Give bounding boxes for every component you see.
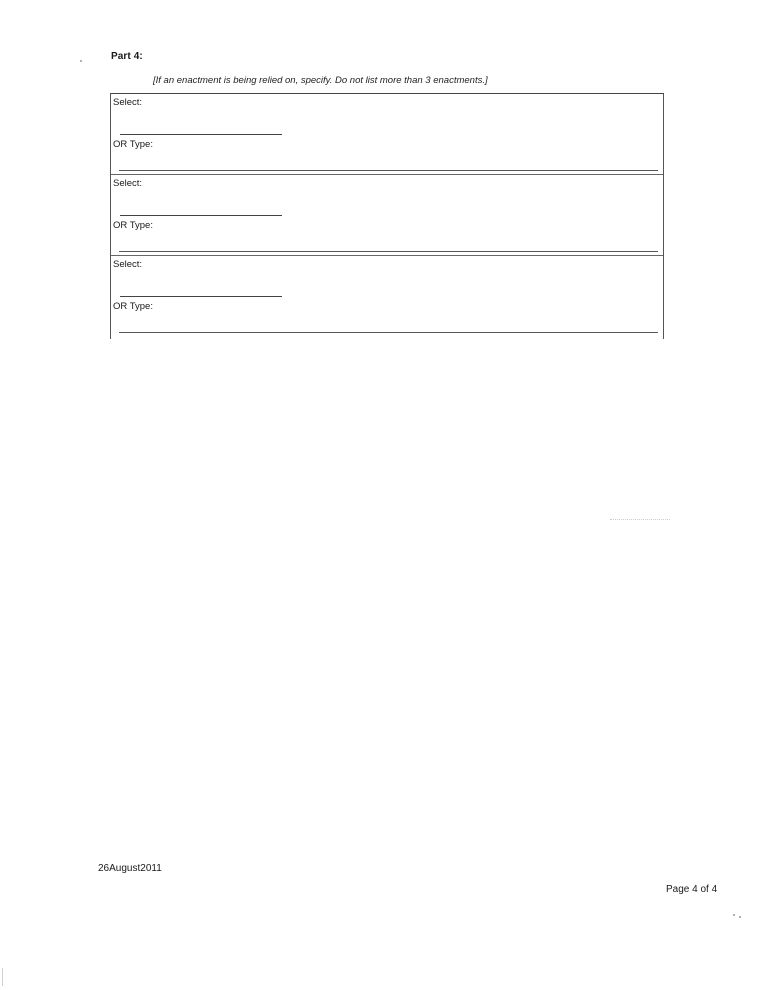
or-type-label: OR Type: [113, 220, 153, 231]
enactment-type-field[interactable] [119, 170, 658, 171]
part-instruction: [If an enactment is being relied on, specify. Do not list more than 3 enactments.] [153, 75, 488, 86]
enactment-entry-3 [111, 256, 663, 337]
enactment-type-field[interactable] [119, 251, 658, 252]
footer-date: 26August2011 [98, 863, 162, 874]
enactment-select-field[interactable] [120, 215, 282, 216]
enactment-entry-2 [111, 175, 663, 256]
enactment-type-field[interactable] [119, 332, 658, 333]
scan-speck [80, 60, 82, 62]
part-title: Part 4: [111, 51, 143, 62]
enactment-select-field[interactable] [120, 296, 282, 297]
or-type-label: OR Type: [113, 301, 153, 312]
select-label: Select: [113, 259, 143, 270]
scan-speck [733, 914, 735, 916]
or-type-label: OR Type: [113, 139, 153, 150]
scan-speck [739, 916, 741, 918]
enactments-form [110, 93, 664, 339]
enactment-select-field[interactable] [120, 134, 282, 135]
select-label: Select: [113, 97, 143, 108]
scan-edge-mark [2, 968, 3, 986]
scan-artifact [610, 519, 670, 524]
enactment-entry-1 [111, 94, 663, 175]
select-label: Select: [113, 178, 143, 189]
page-number: Page 4 of 4 [666, 884, 718, 895]
